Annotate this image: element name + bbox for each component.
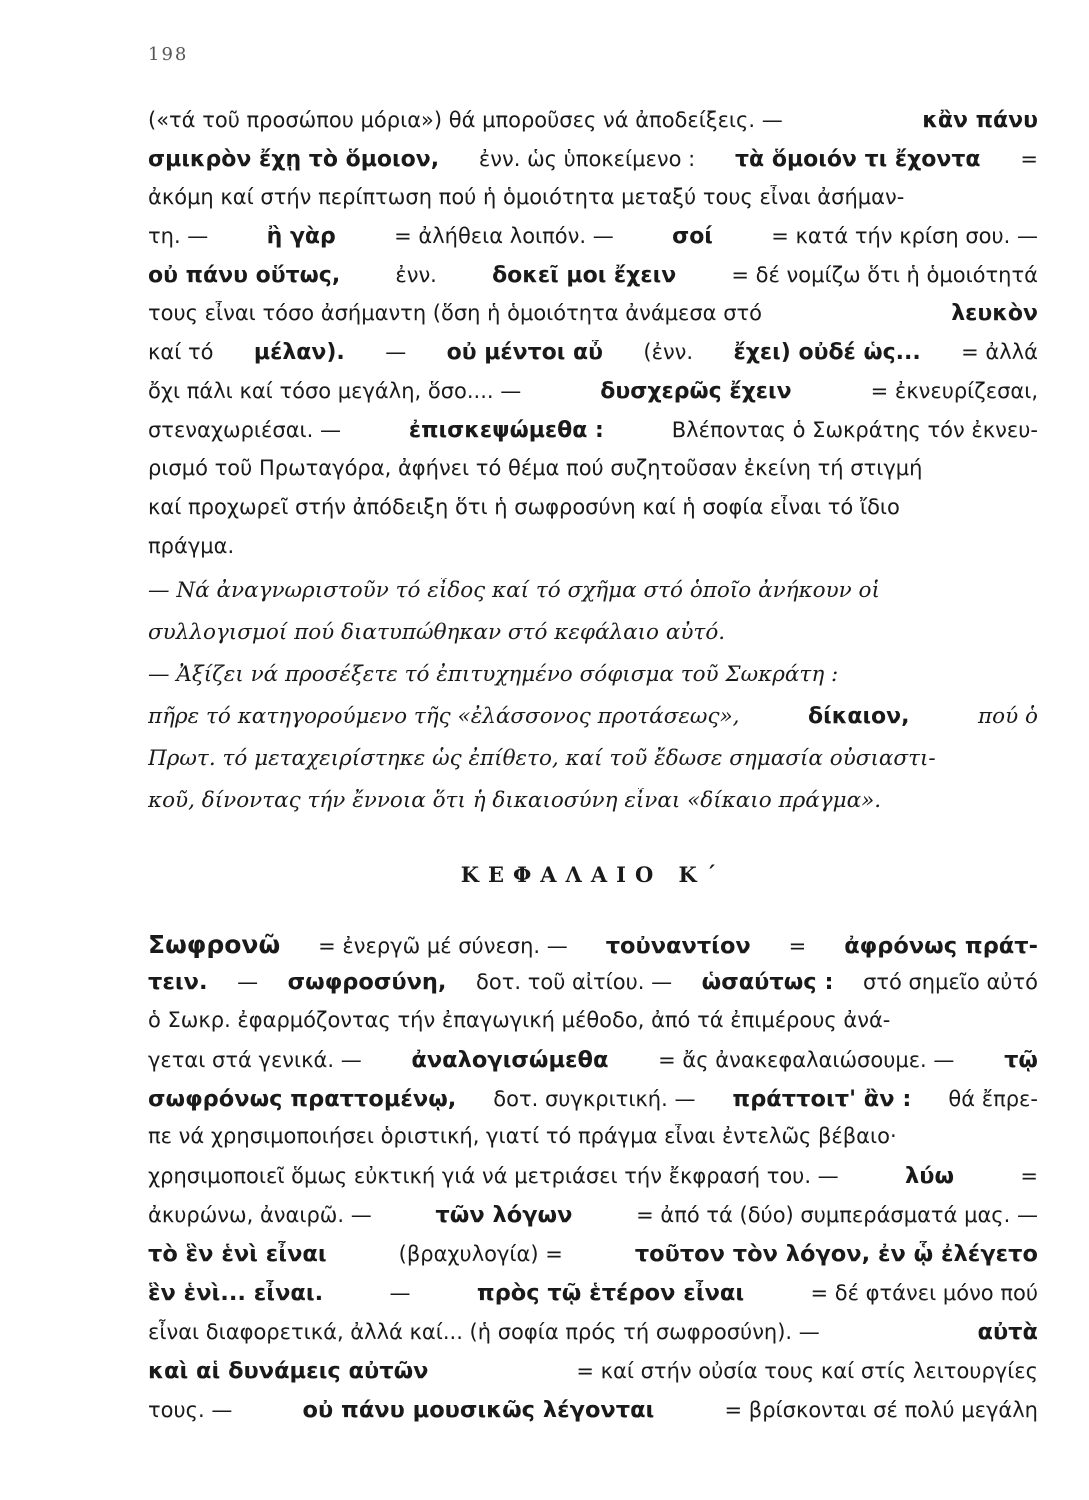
text-segment: = ἐκνευρίζεσαι,: [870, 378, 1038, 403]
lemma-term: δυσχερῶς ἔχειν: [600, 378, 792, 404]
text-segment: πῆρε τό κατηγορούμενο τῆς «ἐλάσσονος προτάσεως»,: [148, 704, 740, 729]
text-segment: ὁ Σωκρ. ἐφαρμόζοντας τήν ἐπαγωγική μέθοδο, ἀπό τά ἐπιμέρους ἀνά-: [148, 1007, 891, 1032]
text-line: [148, 340, 1038, 379]
text-segment: χρησιμοποιεῖ ὅμως εὐκτική γιά νά μετριάσει τήν ἔκφρασή του. —: [148, 1164, 839, 1189]
lemma-term: πρὸς τῷ ἑτέρον εἶναι: [476, 1280, 745, 1307]
commentary-section-2: [148, 930, 1038, 1436]
text-line: [148, 1124, 1038, 1163]
text-line: [148, 456, 1038, 495]
text-line: [148, 185, 1038, 224]
text-line: [148, 263, 1038, 302]
text-segment: τους. —: [148, 1397, 233, 1422]
text-segment: δοτ. τοῦ αἰτίου. —: [476, 969, 673, 994]
text-line: [148, 704, 1038, 746]
text-segment: = καί στήν οὐσία τους καί στίς λειτουργίες: [576, 1358, 1038, 1383]
lemma-term: ἐπισκεψώμεθα :: [408, 417, 604, 443]
text-segment: —: [389, 1281, 411, 1306]
text-segment: τη. —: [148, 224, 209, 249]
text-segment: καί προχωρεῖ στήν ἀπόδειξη ὅτι ἡ σωφροσύνη καί ἡ σοφία εἶναι τό ἴδιο: [148, 494, 900, 519]
text-segment: πε νά χρησιμοποιήσει ὁριστική, γιατί τό πράγμα εἶναι ἐντελῶς βέβαιο·: [148, 1124, 897, 1149]
lemma-term: ἓν ἑνὶ... εἶναι.: [148, 1280, 324, 1307]
text-line: [148, 662, 1038, 704]
text-segment: ρισμό τοῦ Πρωταγόρα, ἀφήνει τό θέμα πού συζητοῦσαν ἐκείνη τή στιγμή: [148, 456, 923, 481]
exercise-section: [148, 578, 1038, 830]
text-segment: εἶναι διαφορετικά, ἀλλά καί... (ἡ σοφία πρός τή σωφροσύνη). —: [148, 1319, 820, 1344]
text-segment: = δέ νομίζω ὅτι ἡ ὁμοιότητά: [731, 262, 1038, 287]
text-segment: καί τό: [148, 340, 214, 365]
text-segment: ἐνν.: [395, 262, 437, 287]
lemma-term: οὐ μέντοι αὖ: [446, 340, 603, 366]
text-segment: = κατά τήν κρίση σου. —: [771, 224, 1038, 249]
text-line: [148, 1008, 1038, 1047]
text-segment: ἀκόμη καί στήν περίπτωση πού ἡ ὁμοιότητα μεταξύ τους εἶναι ἀσήμαν-: [148, 185, 905, 210]
text-segment: στό σημεῖο αὐτό: [863, 969, 1038, 994]
text-segment: τους εἶναι τόσο ἀσήμαντη (ὅση ἡ ὁμοιότητα ἀνάμεσα στό: [148, 301, 763, 326]
text-segment: =: [788, 934, 807, 958]
text-line: [148, 1280, 1038, 1319]
lemma-term: σοί: [672, 224, 713, 250]
text-line: [148, 301, 1038, 340]
text-line: [148, 224, 1038, 263]
lemma-term: τοὐναντίον: [605, 933, 751, 959]
lemma-term: οὐ πάνυ μουσικῶς λέγονται: [302, 1396, 655, 1423]
text-segment: —: [385, 340, 407, 365]
text-segment: («τά τοῦ προσώπου μόρια») θά μποροῦσες νά ἀποδείξεις. —: [148, 108, 783, 132]
text-segment: — Νά ἀναγνωριστοῦν τό εἶδος καί τό σχῆμα στό ὁποῖο ἀνήκουν οἱ: [148, 578, 880, 603]
lemma-term: κἂν πάνυ: [922, 108, 1038, 133]
lemma-term: τὸ ἓν ἑνὶ εἶναι: [148, 1241, 327, 1268]
lemma-term: ὡσαύτως :: [701, 968, 834, 995]
text-segment: γεται στά γενικά. —: [148, 1047, 362, 1072]
lemma-term: Σωφρονῶ: [148, 930, 281, 959]
lemma-term: τειν.: [148, 968, 208, 995]
text-line: [148, 1202, 1038, 1241]
text-line: [148, 1319, 1038, 1358]
text-line: [148, 1358, 1038, 1397]
text-line: [148, 620, 1038, 662]
text-segment: — Ἀξίζει νά προσέξετε τό ἐπιτυχημένο σόφισμα τοῦ Σωκράτη :: [148, 662, 839, 687]
text-segment: πού ὁ: [978, 704, 1038, 729]
text-segment: = δέ φτάνει μόνο πού: [810, 1281, 1038, 1306]
lemma-term: καὶ αἱ δυνάμεις αὐτῶν: [148, 1357, 429, 1384]
text-segment: (ἐνν.: [643, 340, 694, 365]
text-line: [148, 930, 1038, 969]
text-line: [148, 1086, 1038, 1125]
lemma-term: δίκαιον,: [808, 704, 910, 729]
lemma-term: τοῦτον τὸν λόγον, ἐν ᾧ ἐλέγετο: [634, 1241, 1038, 1268]
text-segment: =: [1020, 146, 1038, 171]
page-number: 198: [148, 44, 189, 65]
text-line: [148, 578, 1038, 620]
text-line: [148, 147, 1038, 186]
text-line: [148, 108, 1038, 147]
text-line: [148, 495, 1038, 534]
lemma-term: ἀφρόνως πράτ-: [844, 933, 1038, 959]
text-line: [148, 1047, 1038, 1086]
text-line: [148, 534, 1038, 573]
text-segment: θά ἔπρε-: [948, 1086, 1038, 1111]
text-line: [148, 969, 1038, 1008]
lemma-term: σωφρόνως πραττομένῳ,: [148, 1085, 457, 1112]
commentary-section-1: [148, 108, 1038, 572]
text-line: [148, 1241, 1038, 1280]
lemma-term: ἀναλογισώμεθα: [411, 1046, 609, 1073]
lemma-term: τῷ: [1004, 1046, 1038, 1073]
chapter-heading: ΚΕΦΑΛΑΙΟ Κ΄: [460, 862, 726, 887]
text-segment: κοῦ, δίνοντας τήν ἔννοια ὅτι ἡ δικαιοσύνη εἶναι «δίκαιο πράγμα».: [148, 788, 882, 813]
lemma-term: ἢ γὰρ: [266, 224, 336, 250]
text-segment: = ἀλήθεια λοιπόν. —: [394, 224, 614, 249]
text-segment: πράγμα.: [148, 533, 235, 558]
text-line: [148, 1397, 1038, 1436]
text-line: [148, 788, 1038, 830]
text-line: [148, 1163, 1038, 1202]
lemma-term: τὰ ὅμοιόν τι ἔχοντα: [735, 146, 981, 172]
text-segment: Πρωτ. τό μεταχειρίστηκε ὡς ἐπίθετο, καί τοῦ ἔδωσε σημασία οὐσιαστι-: [148, 746, 936, 771]
lemma-term: λύω: [905, 1163, 955, 1190]
text-segment: (βραχυλογία) =: [398, 1242, 563, 1267]
text-line: [148, 418, 1038, 457]
lemma-term: οὐ πάνυ οὕτως,: [148, 262, 341, 288]
lemma-term: μέλαν).: [253, 340, 345, 366]
text-segment: Βλέποντας ὁ Σωκράτης τόν ἐκνευ-: [671, 417, 1038, 442]
lemma-term: δοκεῖ μοι ἔχειν: [492, 262, 677, 288]
lemma-term: αὐτὰ: [977, 1318, 1038, 1345]
text-segment: = ἀπό τά (δύο) συμπεράσματά μας. —: [636, 1203, 1038, 1228]
lemma-term: λευκὸν: [951, 301, 1038, 327]
lemma-term: σμικρὸν ἔχῃ τὸ ὅμοιον,: [148, 146, 440, 172]
text-segment: στεναχωριέσαι. —: [148, 417, 341, 442]
text-segment: ἀκυρώνω, ἀναιρῶ. —: [148, 1203, 372, 1228]
text-segment: = ἐνεργῶ μέ σύνεση. —: [318, 934, 568, 958]
text-segment: = ἀλλά: [961, 340, 1038, 365]
lemma-term: ἔχει) οὐδέ ὡς...: [733, 340, 921, 366]
text-segment: —: [237, 969, 259, 994]
lemma-term: σωφροσύνη,: [287, 968, 447, 995]
text-segment: = βρίσκονται σέ πολύ μεγάλη: [724, 1397, 1038, 1422]
lemma-term: τῶν λόγων: [435, 1202, 573, 1229]
text-segment: = ἄς ἀνακεφαλαιώσουμε. —: [658, 1047, 955, 1072]
text-segment: =: [1020, 1164, 1038, 1189]
lemma-term: πράττοιτ' ἂν :: [732, 1085, 912, 1112]
text-line: [148, 746, 1038, 788]
text-segment: συλλογισμοί πού διατυπώθηκαν στό κεφάλαιο αὐτό.: [148, 620, 726, 645]
text-segment: δοτ. συγκριτική. —: [493, 1086, 696, 1111]
text-line: [148, 379, 1038, 418]
text-segment: ὄχι πάλι καί τόσο μεγάλη, ὅσο.... —: [148, 378, 522, 403]
text-segment: ἐνν. ὡς ὑποκείμενο :: [478, 146, 696, 171]
